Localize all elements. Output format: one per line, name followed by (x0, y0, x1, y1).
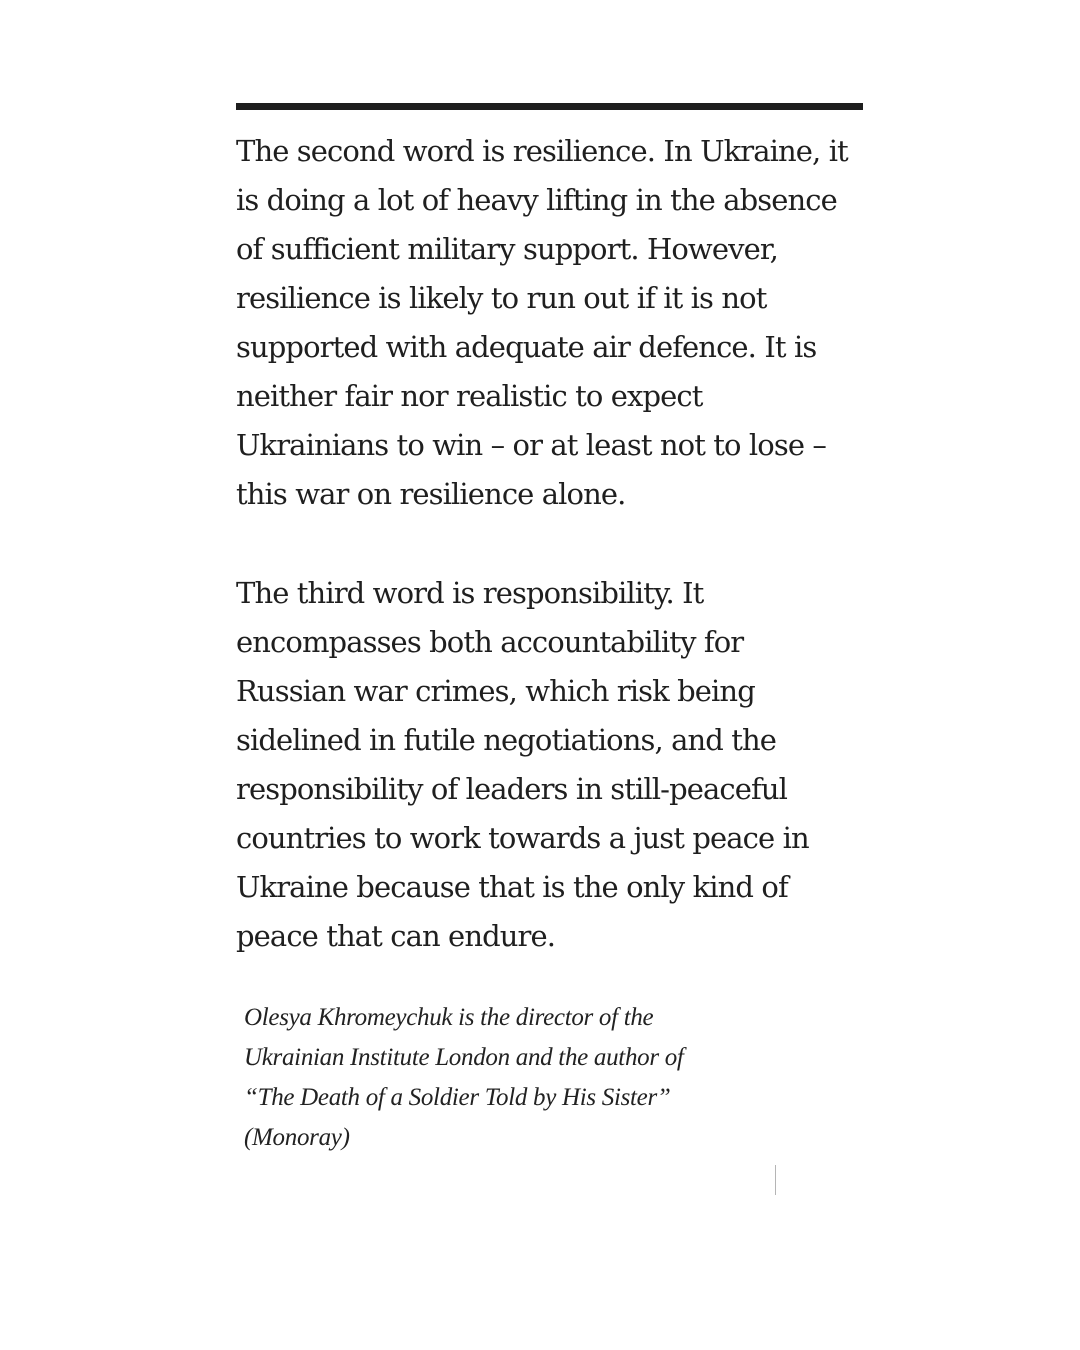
text-line: Ukrainians to win – or at least not to lose – (236, 428, 827, 462)
bio-line: (Monoray) (244, 1124, 350, 1151)
text-line: of sufficient military support. However, (236, 232, 778, 266)
bio-line: Olesya Khromeychuk is the director of the (244, 1004, 654, 1031)
paragraph-resilience (236, 127, 848, 519)
text-line: is doing a lot of heavy lifting in the absence (236, 183, 837, 217)
text-line: this war on resilience alone. (236, 477, 626, 511)
text-line: supported with adequate air defence. It is (236, 330, 817, 364)
text-line: Ukraine because that is the only kind of (236, 870, 788, 904)
bio-line: “The Death of a Soldier Told by His Sister” (244, 1084, 671, 1111)
text-line: neither fair nor realistic to expect (236, 379, 703, 413)
bio-line: Ukrainian Institute London and the author of (244, 1044, 684, 1071)
text-line: sidelined in futile negotiations, and the (236, 723, 777, 757)
text-line: countries to work towards a just peace in (236, 821, 809, 855)
text-line: peace that can endure. (236, 919, 556, 953)
text-line: Russian war crimes, which risk being (236, 674, 755, 708)
text-line: encompasses both accountability for (236, 625, 744, 659)
text-line: resilience is likely to run out if it is not (236, 281, 767, 315)
top-divider-rule (236, 103, 863, 110)
text-line: The second word is resilience. In Ukraine, it (236, 134, 848, 168)
text-line: The third word is responsibility. It (236, 576, 704, 610)
text-line: responsibility of leaders in still-peaceful (236, 772, 787, 806)
text-cursor (775, 1165, 776, 1195)
author-bio (244, 998, 684, 1158)
paragraph-responsibility (236, 569, 809, 961)
